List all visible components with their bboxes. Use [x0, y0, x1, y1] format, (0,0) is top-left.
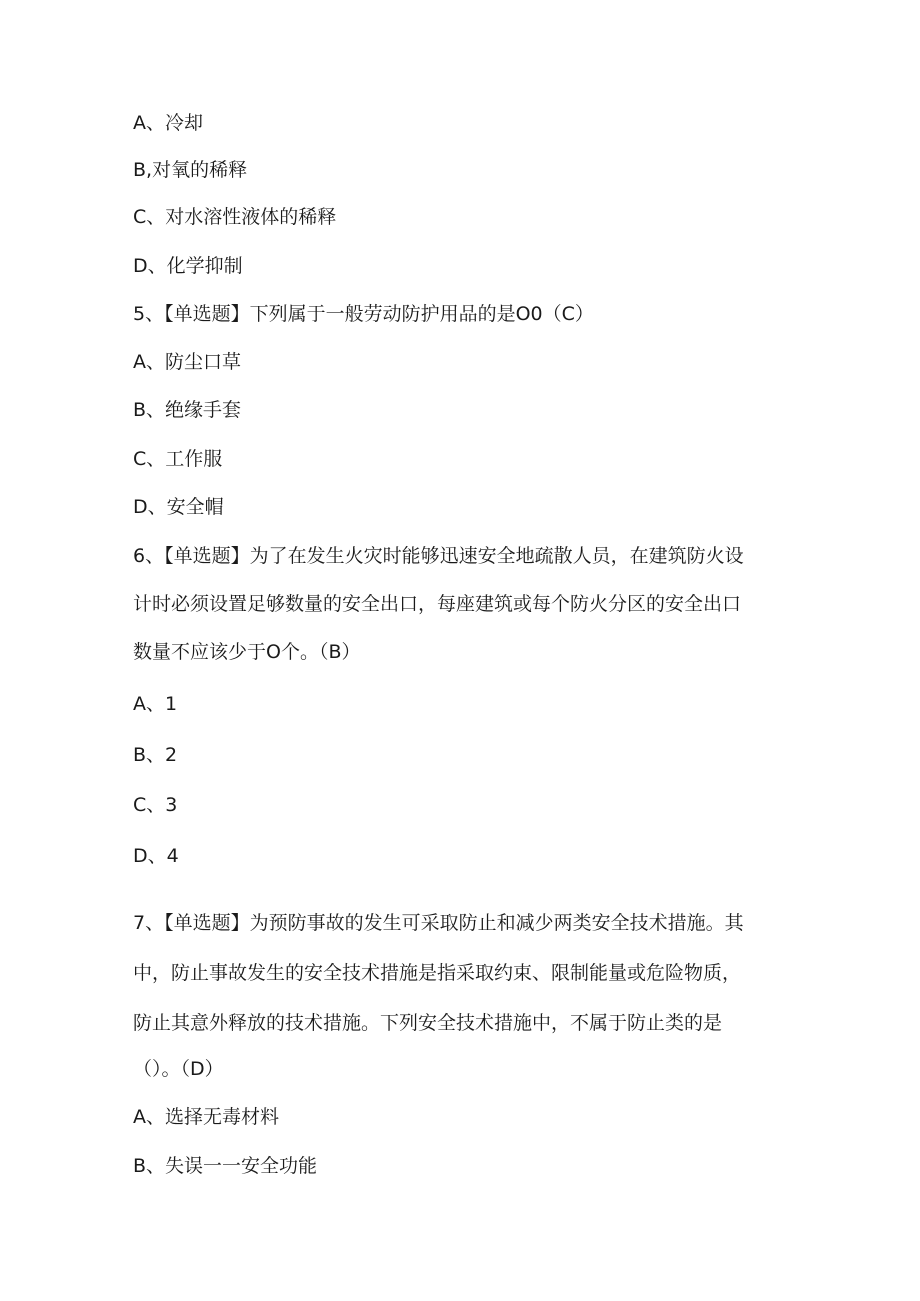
q6-option-c: C、3 — [133, 794, 178, 816]
q5-option-a: A、防尘口草 — [133, 351, 241, 373]
q7-stem-line-3: 防止其意外释放的技术措施。下列安全技术措施中，不属于防止类的是 — [133, 1012, 723, 1034]
q7-stem-line-4: （）。（D） — [133, 1058, 224, 1080]
q6-stem-line-2: 计时必须设置足够数量的安全出口，每座建筑或每个防火分区的安全出口 — [133, 593, 742, 615]
q4-option-b: B,对氧的稀释 — [133, 159, 248, 181]
q6-option-a: A、1 — [133, 693, 178, 715]
q7-stem-line-1: 7、【单选题】为预防事故的发生可采取防止和减少两类安全技术措施。其 — [133, 912, 744, 934]
q7-option-a: A、选择无毒材料 — [133, 1106, 279, 1128]
q4-option-d: D、化学抑制 — [133, 255, 243, 277]
q5-option-c: C、工作服 — [133, 448, 223, 470]
q6-option-d: D、4 — [133, 845, 179, 867]
q7-option-b: B、失误一一安全功能 — [133, 1155, 318, 1177]
q4-option-c: C、对水溶性液体的稀释 — [133, 206, 337, 228]
q6-stem-line-1: 6、【单选题】为了在发生火灾时能够迅速安全地疏散人员，在建筑防火设 — [133, 545, 744, 567]
q7-stem-line-2: 中，防止事故发生的安全技术措施是指采取约束、限制能量或危险物质， — [133, 962, 742, 984]
q6-option-b: B、2 — [133, 744, 178, 766]
q4-option-a: A、冷却 — [133, 112, 203, 134]
q5-option-b: B、绝缘手套 — [133, 399, 242, 421]
q6-stem-line-3: 数量不应该少于O个。（B） — [133, 641, 361, 663]
q5-option-d: D、安全帽 — [133, 496, 224, 518]
q5-stem: 5、【单选题】下列属于一般劳动防护用品的是O0（C） — [133, 303, 594, 325]
